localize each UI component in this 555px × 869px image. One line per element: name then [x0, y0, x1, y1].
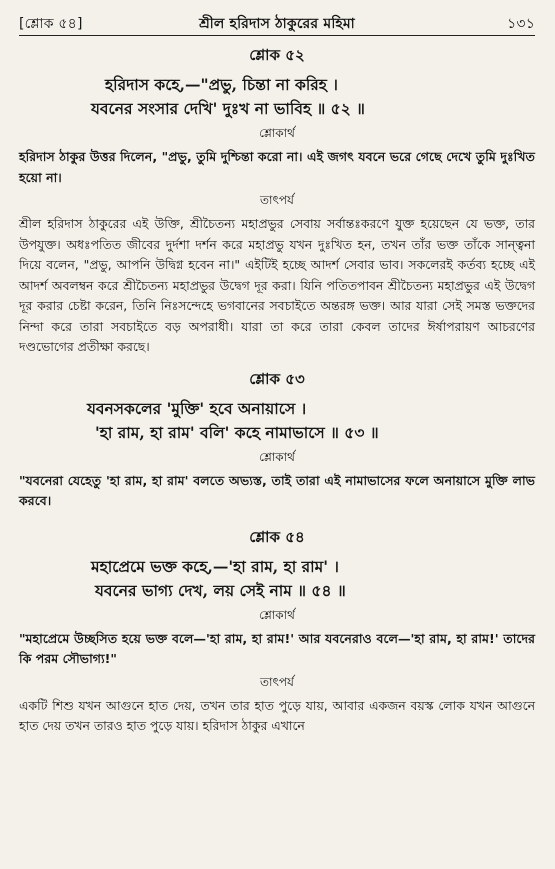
- purport-text: শ্রীল হরিদাস ঠাকুরের এই উক্তি, শ্রীচৈতন্য মহাপ্রভুর সেবায় সর্বান্তঃকরণে যুক্ত হয়েছেন যে ভক্ত, তার উপযুক্ত। অধঃপতিত জীবের দুর্দশা দর্শন করে মহাপ্রভু যখন দুঃখিত হন, তখন তাঁর ভক্ত তাঁকে সান্ত্বনা দিয়ে বলেন, "প্রভু, আপনি উদ্বিগ্ন হবেন না।" এইটিই হচ্ছে আদর্শ সেবার ভাব। সকলেরই কর্তব্য হচ্ছে এই আদর্শ অবলম্বন করে শ্রীচৈতন্য মহাপ্রভুর উদ্বেগ দূর করা। যিনি পতিতপাবন শ্রীচৈতন্য মহাপ্রভুর এই উদ্বেগ দূর করার চেষ্টা করেন, তিনি নিঃসন্দেহে ভগবানের সবচাইতে অন্তরঙ্গ ভক্ত। আর যারা সেই সমস্ত ভক্তদের নিন্দা করে তারা সবচাইতে বড় অপরাধী। যারা তা করে তারা কেবল তাদের ঈর্ষাপরায়ণ আচরণের দণ্ডভোগের প্রতীক্ষা করছে।: [19, 216, 535, 354]
- translation-text: "যবনেরা যেহেতু 'হা রাম, হা রাম' বলতে অভ্যস্ত, তাই তারা এই নামাভাসের ফলে অনায়াসে মুক্তি লাভ করবে।: [19, 472, 535, 508]
- shloka-54-verse: [19, 555, 535, 603]
- translation-label: শ্লোকার্থ: [259, 126, 295, 140]
- page-number: ১৩১: [507, 16, 535, 32]
- verse-line: যবনের সংসার দেখি' দুঃখ না ভাবিহ ॥ ৫২ ॥: [91, 99, 365, 118]
- shloka-53-section: [19, 368, 535, 512]
- shloka-54-label: শ্লোক ৫৪: [249, 527, 305, 546]
- translation-text: হরিদাস ঠাকুর উত্তর দিলেন, "প্রভু, তুমি দুশ্চিন্তা করো না। এই জগৎ যবনে ভরে গেছে দেখে তুমি দুঃখিত হয়ো না।: [19, 149, 535, 185]
- verse-line: যবনসকলের 'মুক্তি' হবে অনায়াসে ।: [87, 398, 307, 418]
- translation-label: শ্লোকার্থ: [259, 607, 295, 622]
- translation-text: "মহাপ্রেমে উচ্ছসিত হয়ে ভক্ত বলে—'হা রাম, হা রাম!' আর যবনেরাও বলে—'হা রাম, হা রাম!' তাদের কি পরম সৌভাগ্য!": [19, 630, 535, 666]
- shloka-54-section: [19, 526, 535, 737]
- shloka-52-section: [19, 44, 535, 358]
- header-divider: [19, 35, 535, 36]
- purport-label: তাৎপর্য: [260, 193, 294, 207]
- verse-line: হরিদাস কহে,—"প্রভু, চিন্তা না করিহ ।: [105, 75, 338, 94]
- header-verse-ref: [শ্লোক ৫৪]: [19, 16, 83, 32]
- verse-line: মহাপ্রেমে ভক্ত কহে,—'হা রাম, হা রাম' ।: [91, 556, 339, 576]
- purport-label: তাৎপর্য: [260, 674, 294, 689]
- translation-label: শ্লোকার্থ: [259, 449, 295, 464]
- shloka-53-verse: [19, 397, 535, 445]
- shloka-53-label: শ্লোক ৫৩: [249, 369, 305, 388]
- purport-text: একটি শিশু যখন আগুনে হাত দেয়, তখন তার হাত পুড়ে যায়, আবার একজন বয়স্ক লোক যখন আগুনে হাত দেয় তখন তারও হাত পুড়ে যায়। হরিদাস ঠাকুর এখানে: [19, 697, 535, 733]
- verse-line: যবনের ভাগ্য দেখ, লয় সেই নাম ॥ ৫৪ ॥: [95, 580, 346, 600]
- header-chapter-title: শ্রীল হরিদাস ঠাকুরের মহিমা: [199, 16, 355, 32]
- verse-line: 'হা রাম, হা রাম' বলি' কহে নামাভাসে ॥ ৫৩ ॥: [95, 422, 379, 442]
- shloka-52-label: শ্লোক ৫২: [249, 46, 305, 64]
- shloka-52-verse: [19, 73, 535, 121]
- running-header: [19, 8, 535, 36]
